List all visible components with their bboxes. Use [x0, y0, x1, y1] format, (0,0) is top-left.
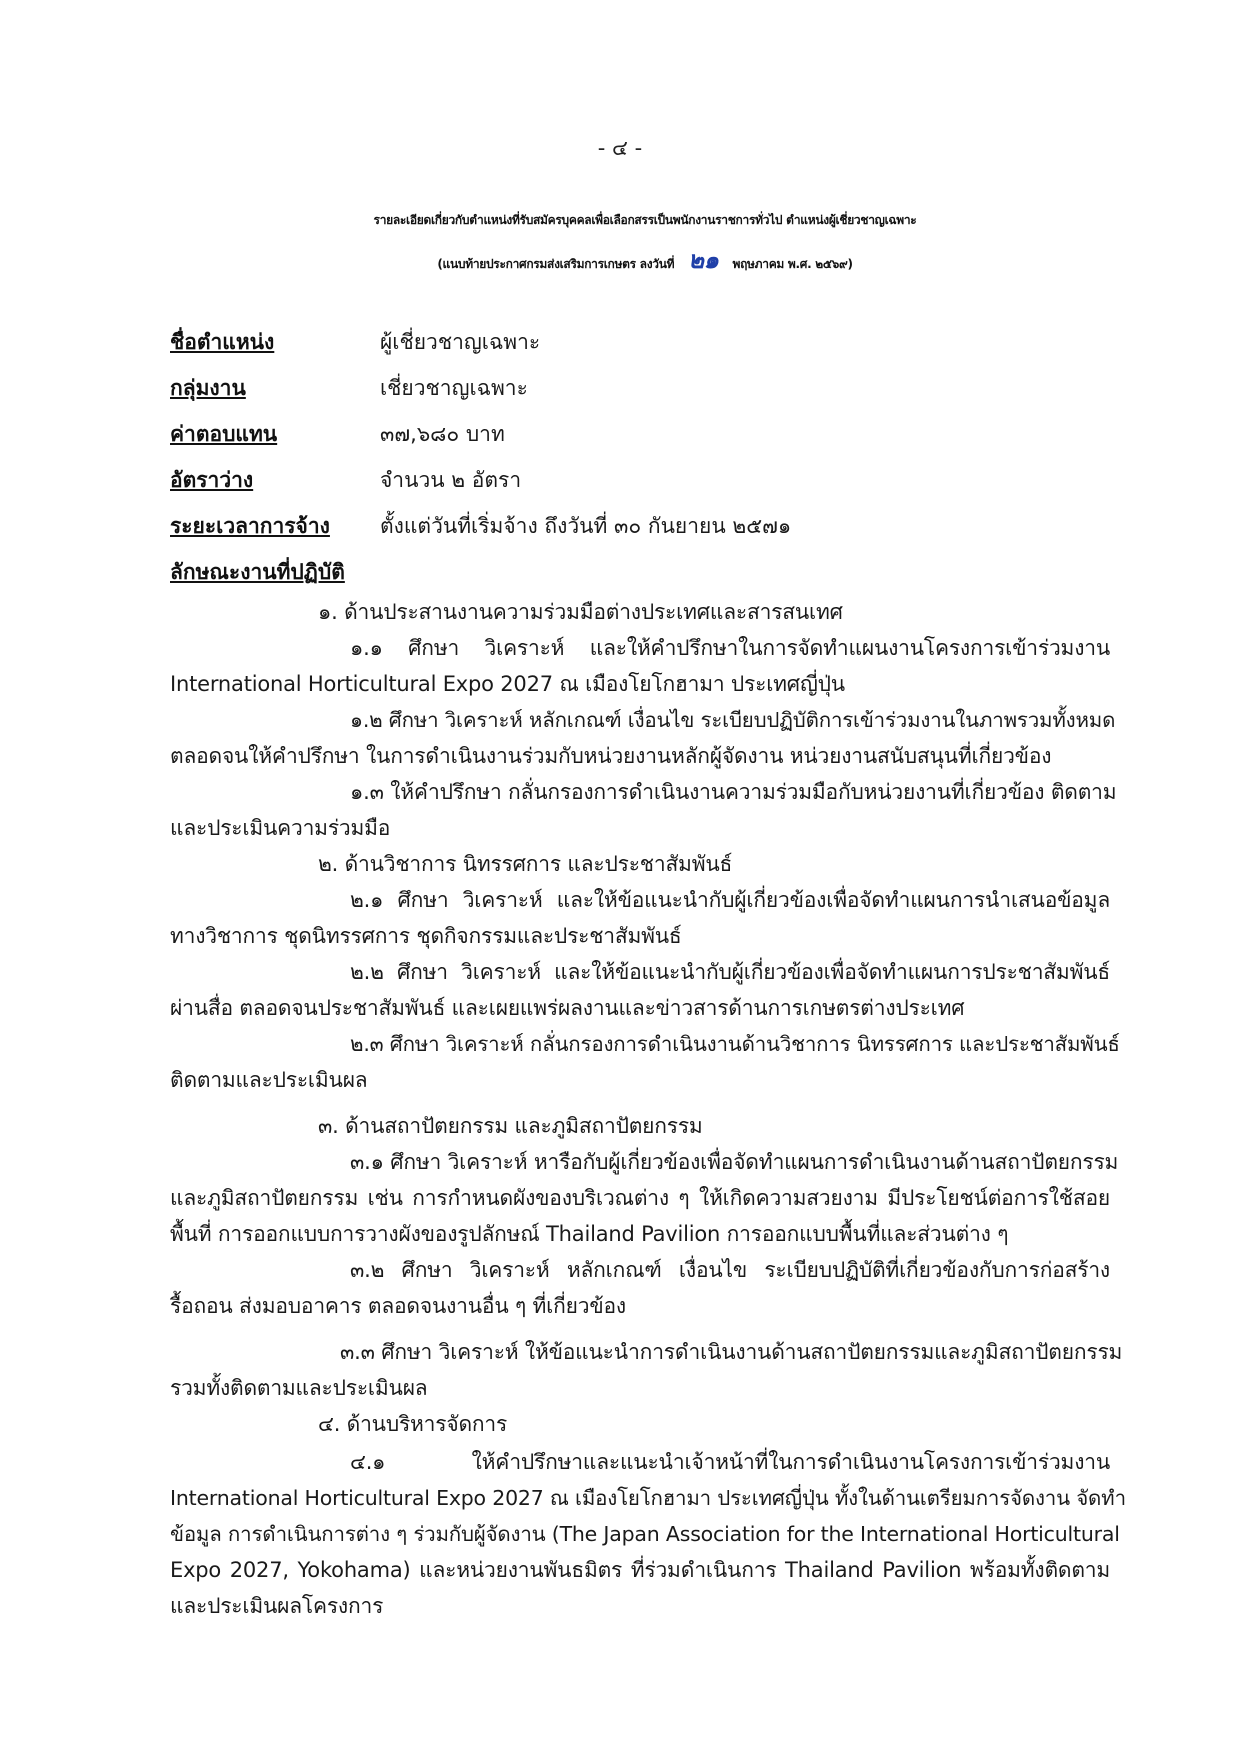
section-heading: ๒. ด้านวิชาการ นิทรรศการ และประชาสัมพันธ์ — [318, 852, 733, 876]
paragraph-line: และภูมิสถาปัตยกรรม เช่น การกำหนดผังของบริเวณต่าง ๆ ให้เกิดความสวยงาม มีประโยชน์ต่อการใช้สอย — [170, 1186, 1110, 1210]
paragraph-line: International Horticultural Expo 2027 ณ เมืองโยโกฮามา ประเทศญี่ปุ่น ทั้งในด้านเตรียมการจัดงาน จัดทำ — [170, 1486, 1126, 1510]
work-group-label: กลุ่มงาน — [170, 376, 246, 400]
paragraph-line: ข้อมูล การดำเนินการต่าง ๆ ร่วมกับผู้จัดงาน (The Japan Association for the International Horticultural — [170, 1522, 1120, 1546]
paragraph-line: และประเมินความร่วมมือ — [170, 816, 391, 840]
subtitle-suffix: พฤษภาคม พ.ศ. ๒๕๖๙) — [732, 257, 853, 271]
paragraph-line: และประเมินผลโครงการ — [170, 1594, 384, 1618]
compensation-label: ค่าตอบแทน — [170, 422, 278, 446]
paragraph-line: รื้อถอน ส่งมอบอาคาร ตลอดจนงานอื่น ๆ ที่เกี่ยวข้อง — [170, 1294, 626, 1318]
paragraph-line: ๒.๑ ศึกษา วิเคราะห์ และให้ข้อแนะนำกับผู้เกี่ยวข้องเพื่อจัดทำแผนการนำเสนอข้อมูล — [350, 888, 1110, 912]
paragraph-line: ๒.๒ ศึกษา วิเคราะห์ และให้ข้อแนะนำกับผู้เกี่ยวข้องเพื่อจัดทำแผนการประชาสัมพันธ์ — [350, 960, 1110, 984]
position-name-label: ชื่อตำแหน่ง — [170, 330, 275, 354]
paragraph-line: ๒.๓ ศึกษา วิเคราะห์ กลั่นกรองการดำเนินงานด้านวิชาการ นิทรรศการ และประชาสัมพันธ์ — [350, 1032, 1120, 1056]
paragraph-line: ๓.๒ ศึกษา วิเคราะห์ หลักเกณฑ์ เงื่อนไข ระเบียบปฏิบัติที่เกี่ยวข้องกับการก่อสร้าง — [350, 1258, 1110, 1282]
paragraph-line: Expo 2027, Yokohama) และหน่วยงานพันธมิตร ที่ร่วมดำเนินการ Thailand Pavilion พร้อมทั้งติดตาม — [170, 1558, 1110, 1582]
section-heading: ๔. ด้านบริหารจัดการ — [318, 1412, 508, 1436]
paragraph-line: พื้นที่ การออกแบบการวางผังของรูปลักษณ์ Thailand Pavilion การออกแบบพื้นที่และส่วนต่าง ๆ — [170, 1222, 1009, 1246]
paragraph-line: ติดตามและประเมินผล — [170, 1068, 368, 1092]
section-heading: ๑. ด้านประสานงานความร่วมมือต่างประเทศและสารสนเทศ — [318, 600, 843, 624]
compensation-value: ๓๗,๖๘๐ บาท — [380, 422, 505, 446]
paragraph-line: ๓.๓ ศึกษา วิเคราะห์ ให้ข้อแนะนำการดำเนินงานด้านสถาปัตยกรรมและภูมิสถาปัตยกรรม — [340, 1340, 1123, 1364]
handwritten-day: ๒๑ — [688, 246, 719, 274]
position-name-value: ผู้เชี่ยวชาญเฉพาะ — [380, 330, 541, 354]
subtitle-prefix: (แนบท้ายประกาศกรมส่งเสริมการเกษตร ลงวันที่ — [437, 257, 675, 271]
paragraph-line: ผ่านสื่อ ตลอดจนประชาสัมพันธ์ และเผยแพร่ผลงานและข่าวสารด้านการเกษตรต่างประเทศ — [170, 996, 965, 1020]
paragraph-line: รวมทั้งติดตามและประเมินผล — [170, 1376, 428, 1400]
paragraph-line: International Horticultural Expo 2027 ณ เมืองโยโกฮามา ประเทศญี่ปุ่น — [170, 672, 845, 696]
document-title: รายละเอียดเกี่ยวกับตำแหน่งที่รับสมัครบุคคลเพื่อเลือกสรรเป็นพนักงานราชการทั่วไป ตำแหน่งผู้เชี่ยวชาญเฉพาะ — [373, 213, 917, 227]
paragraph-line: ๔.๑ ให้คำปรึกษาและแนะนำเจ้าหน้าที่ในการดำเนินงานโครงการเข้าร่วมงาน — [350, 1450, 1110, 1474]
paragraph-line: ๑.๒ ศึกษา วิเคราะห์ หลักเกณฑ์ เงื่อนไข ระเบียบปฏิบัติการเข้าร่วมงานในภาพรวมทั้งหมด — [350, 708, 1116, 732]
vacancy-label: อัตราว่าง — [170, 468, 254, 492]
paragraph-line: ๑.๑ ศึกษา วิเคราะห์ และให้คำปรึกษาในการจัดทำแผนงานโครงการเข้าร่วมงาน — [350, 636, 1110, 660]
document-subtitle — [150, 240, 1140, 284]
employment-period-label: ระยะเวลาการจ้าง — [170, 514, 330, 538]
duties-title: ลักษณะงานที่ปฏิบัติ — [170, 560, 345, 584]
paragraph-line: ทางวิชาการ ชุดนิทรรศการ ชุดกิจกรรมและประชาสัมพันธ์ — [170, 924, 682, 948]
paragraph-line: ๑.๓ ให้คำปรึกษา กลั่นกรองการดำเนินงานความร่วมมือกับหน่วยงานที่เกี่ยวข้อง ติดตาม — [350, 780, 1117, 804]
vacancy-value: จำนวน ๒ อัตรา — [380, 468, 522, 492]
paragraph-line: ตลอดจนให้คำปรึกษา ในการดำเนินงานร่วมกับหน่วยงานหลักผู้จัดงาน หน่วยงานสนับสนุนที่เกี่ยวข้อง — [170, 744, 1052, 768]
paragraph-line: ๓.๑ ศึกษา วิเคราะห์ หารือกับผู้เกี่ยวข้องเพื่อจัดทำแผนการดำเนินงานด้านสถาปัตยกรรม — [350, 1150, 1119, 1174]
page-number: - ๔ - — [597, 136, 643, 160]
work-group-value: เชี่ยวชาญเฉพาะ — [380, 376, 528, 400]
section-heading: ๓. ด้านสถาปัตยกรรม และภูมิสถาปัตยกรรม — [318, 1114, 703, 1138]
employment-period-value: ตั้งแต่วันที่เริ่มจ้าง ถึงวันที่ ๓๐ กันยายน ๒๕๗๑ — [380, 514, 792, 538]
